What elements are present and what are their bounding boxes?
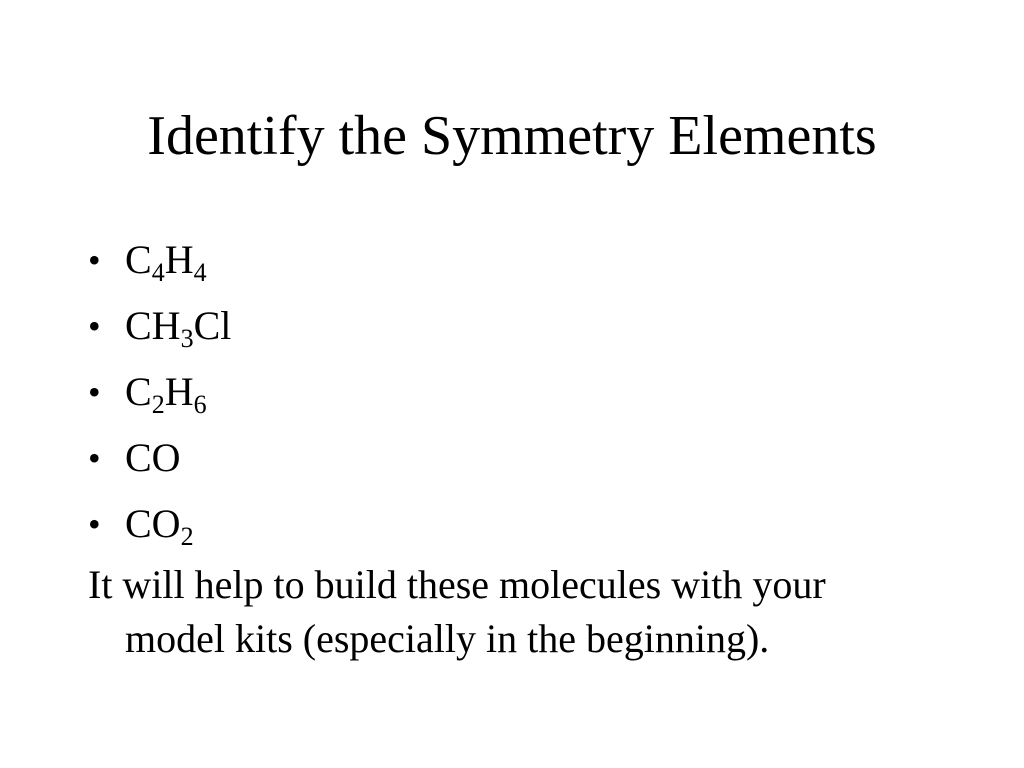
bullet-dot-icon: •: [88, 306, 101, 346]
bullet-item: [88, 232, 231, 298]
formula-part: C: [125, 369, 152, 414]
formula-part: CO: [125, 501, 181, 546]
bullet-dot-icon: •: [88, 438, 101, 478]
formula-part: CH: [125, 303, 181, 348]
formula-part: CO: [125, 435, 181, 480]
bullet-list: [88, 232, 231, 562]
formula-subscript: 2: [180, 522, 194, 551]
formula-subscript: 4: [151, 258, 165, 287]
slide-note: [88, 558, 988, 666]
formula-part: H: [164, 237, 194, 282]
formula-subscript: 2: [151, 390, 165, 419]
formula-subscript: 3: [180, 324, 194, 353]
formula-subscript: 6: [193, 390, 207, 419]
formula-subscript: 4: [193, 258, 207, 287]
formula-part: Cl: [193, 303, 232, 348]
formula-part: C: [125, 237, 152, 282]
bullet-item: [88, 496, 231, 562]
bullet-item: [88, 364, 231, 430]
bullet-dot-icon: •: [88, 372, 101, 412]
note-line: It will help to build these molecules with your: [88, 562, 826, 607]
bullet-dot-icon: •: [88, 504, 101, 544]
slide-title: Identify the Symmetry Elements: [147, 105, 877, 167]
bullet-dot-icon: •: [88, 240, 101, 280]
bullet-item: [88, 430, 231, 496]
note-line: model kits (especially in the beginning).: [125, 616, 770, 661]
bullet-item: [88, 298, 231, 364]
formula-part: H: [164, 369, 194, 414]
